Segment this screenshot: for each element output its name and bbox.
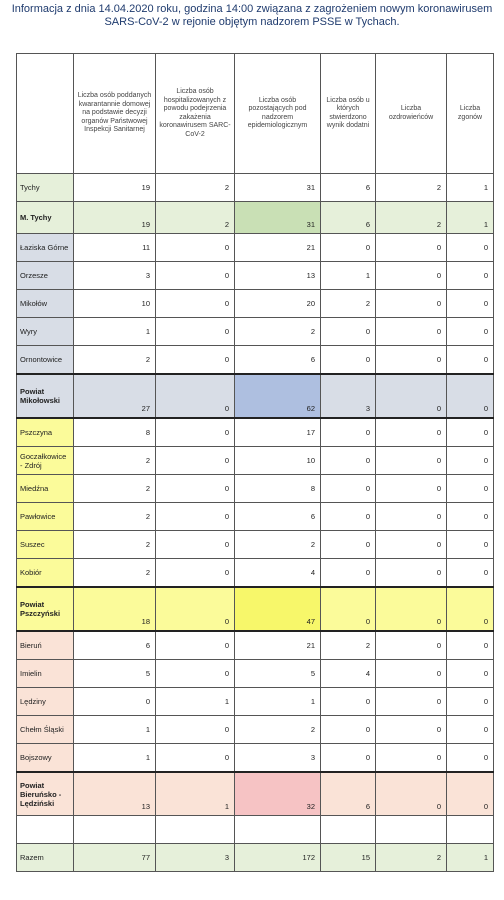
value-cell: 0 [321, 531, 376, 559]
value-cell [447, 816, 494, 844]
value-cell: 0 [156, 559, 235, 588]
value-cell: 2 [235, 531, 321, 559]
row-label: Pszczyna [17, 418, 74, 447]
value-cell [321, 816, 376, 844]
table-row [17, 688, 494, 716]
value-cell: 0 [376, 559, 447, 588]
value-cell: 0 [321, 559, 376, 588]
row-label: Mikołów [17, 290, 74, 318]
value-cell: 0 [74, 688, 156, 716]
value-cell: 0 [156, 318, 235, 346]
value-cell: 11 [74, 234, 156, 262]
value-cell: 0 [376, 418, 447, 447]
value-cell: 0 [156, 531, 235, 559]
row-label: Powiat Pszczyński [17, 587, 74, 631]
value-cell: 1 [447, 844, 494, 872]
value-cell: 6 [321, 202, 376, 234]
value-cell: 0 [376, 587, 447, 631]
row-label [17, 816, 74, 844]
value-cell: 0 [447, 290, 494, 318]
header-cell-recovered: Liczba ozdrowieńców [376, 54, 447, 174]
value-cell: 13 [74, 772, 156, 816]
value-cell: 2 [74, 447, 156, 475]
value-cell: 2 [376, 174, 447, 202]
row-label: Bieruń [17, 631, 74, 660]
value-cell: 172 [235, 844, 321, 872]
value-cell: 0 [321, 318, 376, 346]
value-cell: 0 [321, 587, 376, 631]
value-cell: 0 [376, 234, 447, 262]
value-cell: 0 [447, 318, 494, 346]
header-cell-supervised: Liczba osób pozostających pod nadzorem epidemiologicznym [235, 54, 321, 174]
value-cell: 0 [156, 631, 235, 660]
value-cell: 0 [321, 744, 376, 773]
value-cell: 2 [74, 346, 156, 375]
value-cell: 0 [156, 744, 235, 773]
page-title [0, 3, 504, 29]
value-cell: 2 [74, 559, 156, 588]
row-label: Suszec [17, 531, 74, 559]
header-cell-quarantine: Liczba osób poddanych kwarantannie domowej na podstawie decyzji organów Państwowej Inspekcji Sanitarnej [74, 54, 156, 174]
row-label: Powiat Mikołowski [17, 374, 74, 418]
value-cell: 3 [321, 374, 376, 418]
value-cell: 31 [235, 202, 321, 234]
value-cell: 0 [321, 447, 376, 475]
value-cell: 6 [74, 631, 156, 660]
table-row [17, 374, 494, 418]
value-cell: 0 [447, 660, 494, 688]
value-cell: 0 [156, 290, 235, 318]
value-cell: 5 [235, 660, 321, 688]
row-label: Bojszowy [17, 744, 74, 773]
value-cell: 0 [376, 744, 447, 773]
value-cell: 1 [447, 174, 494, 202]
value-cell: 0 [321, 716, 376, 744]
value-cell: 2 [156, 174, 235, 202]
header-cell-hospitalized: Liczba osób hospitalizowanych z powodu podejrzenia zakażenia koronawirusem SARC-CoV-2 [156, 54, 235, 174]
value-cell: 0 [376, 688, 447, 716]
value-cell: 6 [321, 772, 376, 816]
value-cell: 0 [376, 475, 447, 503]
value-cell: 0 [376, 716, 447, 744]
value-cell: 0 [321, 234, 376, 262]
value-cell: 8 [74, 418, 156, 447]
row-label: Razem [17, 844, 74, 872]
table-row [17, 418, 494, 447]
value-cell: 0 [447, 346, 494, 375]
value-cell: 5 [74, 660, 156, 688]
value-cell: 21 [235, 631, 321, 660]
value-cell: 18 [74, 587, 156, 631]
value-cell: 2 [74, 531, 156, 559]
row-label: Goczałkowice - Zdrój [17, 447, 74, 475]
title-line-1: Informacja z dnia 14.04.2020 roku, godzina 14:00 związana z zagrożeniem nowym koronawirusem [11, 3, 493, 15]
value-cell: 4 [321, 660, 376, 688]
header-cell-deaths: Liczba zgonów [447, 54, 494, 174]
row-label: Wyry [17, 318, 74, 346]
row-label: Tychy [17, 174, 74, 202]
row-label: Lędziny [17, 688, 74, 716]
value-cell: 1 [321, 262, 376, 290]
value-cell: 0 [376, 262, 447, 290]
value-cell: 0 [447, 234, 494, 262]
row-label: Kobiór [17, 559, 74, 588]
table-row [17, 587, 494, 631]
value-cell: 0 [156, 234, 235, 262]
value-cell: 1 [74, 716, 156, 744]
row-label: Ornontowice [17, 346, 74, 375]
value-cell: 2 [74, 475, 156, 503]
value-cell: 4 [235, 559, 321, 588]
value-cell: 27 [74, 374, 156, 418]
value-cell: 0 [376, 772, 447, 816]
header-cell-positive: Liczba osób u których stwierdzono wynik dodatni [321, 54, 376, 174]
table-row [17, 503, 494, 531]
value-cell: 1 [156, 772, 235, 816]
value-cell: 0 [447, 688, 494, 716]
table-row [17, 744, 494, 773]
value-cell: 0 [447, 418, 494, 447]
table-body [17, 174, 494, 872]
table-row [17, 290, 494, 318]
value-cell: 10 [74, 290, 156, 318]
value-cell: 0 [321, 346, 376, 375]
table-row [17, 174, 494, 202]
table-row [17, 559, 494, 588]
value-cell: 1 [447, 202, 494, 234]
value-cell: 0 [376, 503, 447, 531]
value-cell: 2 [74, 503, 156, 531]
row-label: M. Tychy [17, 202, 74, 234]
value-cell: 0 [447, 531, 494, 559]
header-row [17, 54, 494, 174]
value-cell: 2 [376, 202, 447, 234]
row-label: Powiat Bieruńsko - Lędziński [17, 772, 74, 816]
value-cell: 1 [156, 688, 235, 716]
value-cell: 0 [447, 262, 494, 290]
value-cell: 2 [235, 716, 321, 744]
value-cell: 2 [321, 631, 376, 660]
table-row [17, 660, 494, 688]
value-cell: 0 [447, 447, 494, 475]
value-cell: 17 [235, 418, 321, 447]
value-cell: 0 [321, 418, 376, 447]
value-cell: 3 [156, 844, 235, 872]
value-cell: 0 [156, 262, 235, 290]
value-cell: 0 [376, 374, 447, 418]
value-cell [235, 816, 321, 844]
table-row [17, 346, 494, 375]
value-cell: 0 [376, 346, 447, 375]
value-cell: 0 [376, 531, 447, 559]
value-cell: 0 [447, 374, 494, 418]
table-row [17, 844, 494, 872]
value-cell: 0 [156, 346, 235, 375]
value-cell: 0 [156, 374, 235, 418]
value-cell: 0 [156, 447, 235, 475]
value-cell: 47 [235, 587, 321, 631]
table-row [17, 262, 494, 290]
value-cell: 0 [156, 660, 235, 688]
value-cell: 32 [235, 772, 321, 816]
value-cell: 0 [447, 503, 494, 531]
table-row [17, 816, 494, 844]
value-cell: 21 [235, 234, 321, 262]
value-cell: 0 [376, 447, 447, 475]
table-row [17, 475, 494, 503]
value-cell: 0 [156, 503, 235, 531]
value-cell: 19 [74, 174, 156, 202]
value-cell: 3 [74, 262, 156, 290]
value-cell: 19 [74, 202, 156, 234]
value-cell: 2 [376, 844, 447, 872]
value-cell: 0 [156, 475, 235, 503]
table-row [17, 234, 494, 262]
value-cell: 6 [321, 174, 376, 202]
value-cell: 0 [447, 744, 494, 773]
table-row [17, 318, 494, 346]
value-cell: 15 [321, 844, 376, 872]
value-cell: 0 [447, 475, 494, 503]
header-cell-municipality [17, 54, 74, 174]
value-cell: 8 [235, 475, 321, 503]
value-cell: 0 [156, 587, 235, 631]
value-cell [74, 816, 156, 844]
table-row [17, 716, 494, 744]
value-cell: 13 [235, 262, 321, 290]
value-cell: 3 [235, 744, 321, 773]
value-cell: 2 [156, 202, 235, 234]
value-cell: 31 [235, 174, 321, 202]
value-cell [156, 816, 235, 844]
row-label: Miedźna [17, 475, 74, 503]
value-cell: 0 [376, 290, 447, 318]
value-cell: 6 [235, 503, 321, 531]
row-label: Łaziska Górne [17, 234, 74, 262]
covid-statistics-table [16, 53, 494, 872]
value-cell: 10 [235, 447, 321, 475]
row-label: Chełm Śląski [17, 716, 74, 744]
table-row [17, 447, 494, 475]
value-cell: 20 [235, 290, 321, 318]
value-cell: 0 [156, 716, 235, 744]
row-label: Imielin [17, 660, 74, 688]
value-cell: 0 [447, 716, 494, 744]
row-label: Orzesze [17, 262, 74, 290]
table-row [17, 772, 494, 816]
value-cell: 0 [447, 559, 494, 588]
table-row [17, 531, 494, 559]
value-cell: 0 [376, 318, 447, 346]
value-cell: 0 [376, 631, 447, 660]
value-cell: 2 [235, 318, 321, 346]
table-row [17, 631, 494, 660]
value-cell: 0 [321, 688, 376, 716]
value-cell: 1 [235, 688, 321, 716]
value-cell: 0 [321, 503, 376, 531]
value-cell: 1 [74, 744, 156, 773]
value-cell: 0 [447, 631, 494, 660]
value-cell [376, 816, 447, 844]
value-cell: 2 [321, 290, 376, 318]
title-line-2: SARS-CoV-2 w rejonie objętym nadzorem PSSE w Tychach. [104, 16, 400, 28]
table-row [17, 202, 494, 234]
value-cell: 6 [235, 346, 321, 375]
value-cell: 1 [74, 318, 156, 346]
value-cell: 0 [447, 772, 494, 816]
value-cell: 0 [156, 418, 235, 447]
value-cell: 77 [74, 844, 156, 872]
value-cell: 62 [235, 374, 321, 418]
value-cell: 0 [376, 660, 447, 688]
row-label: Pawłowice [17, 503, 74, 531]
value-cell: 0 [321, 475, 376, 503]
value-cell: 0 [447, 587, 494, 631]
